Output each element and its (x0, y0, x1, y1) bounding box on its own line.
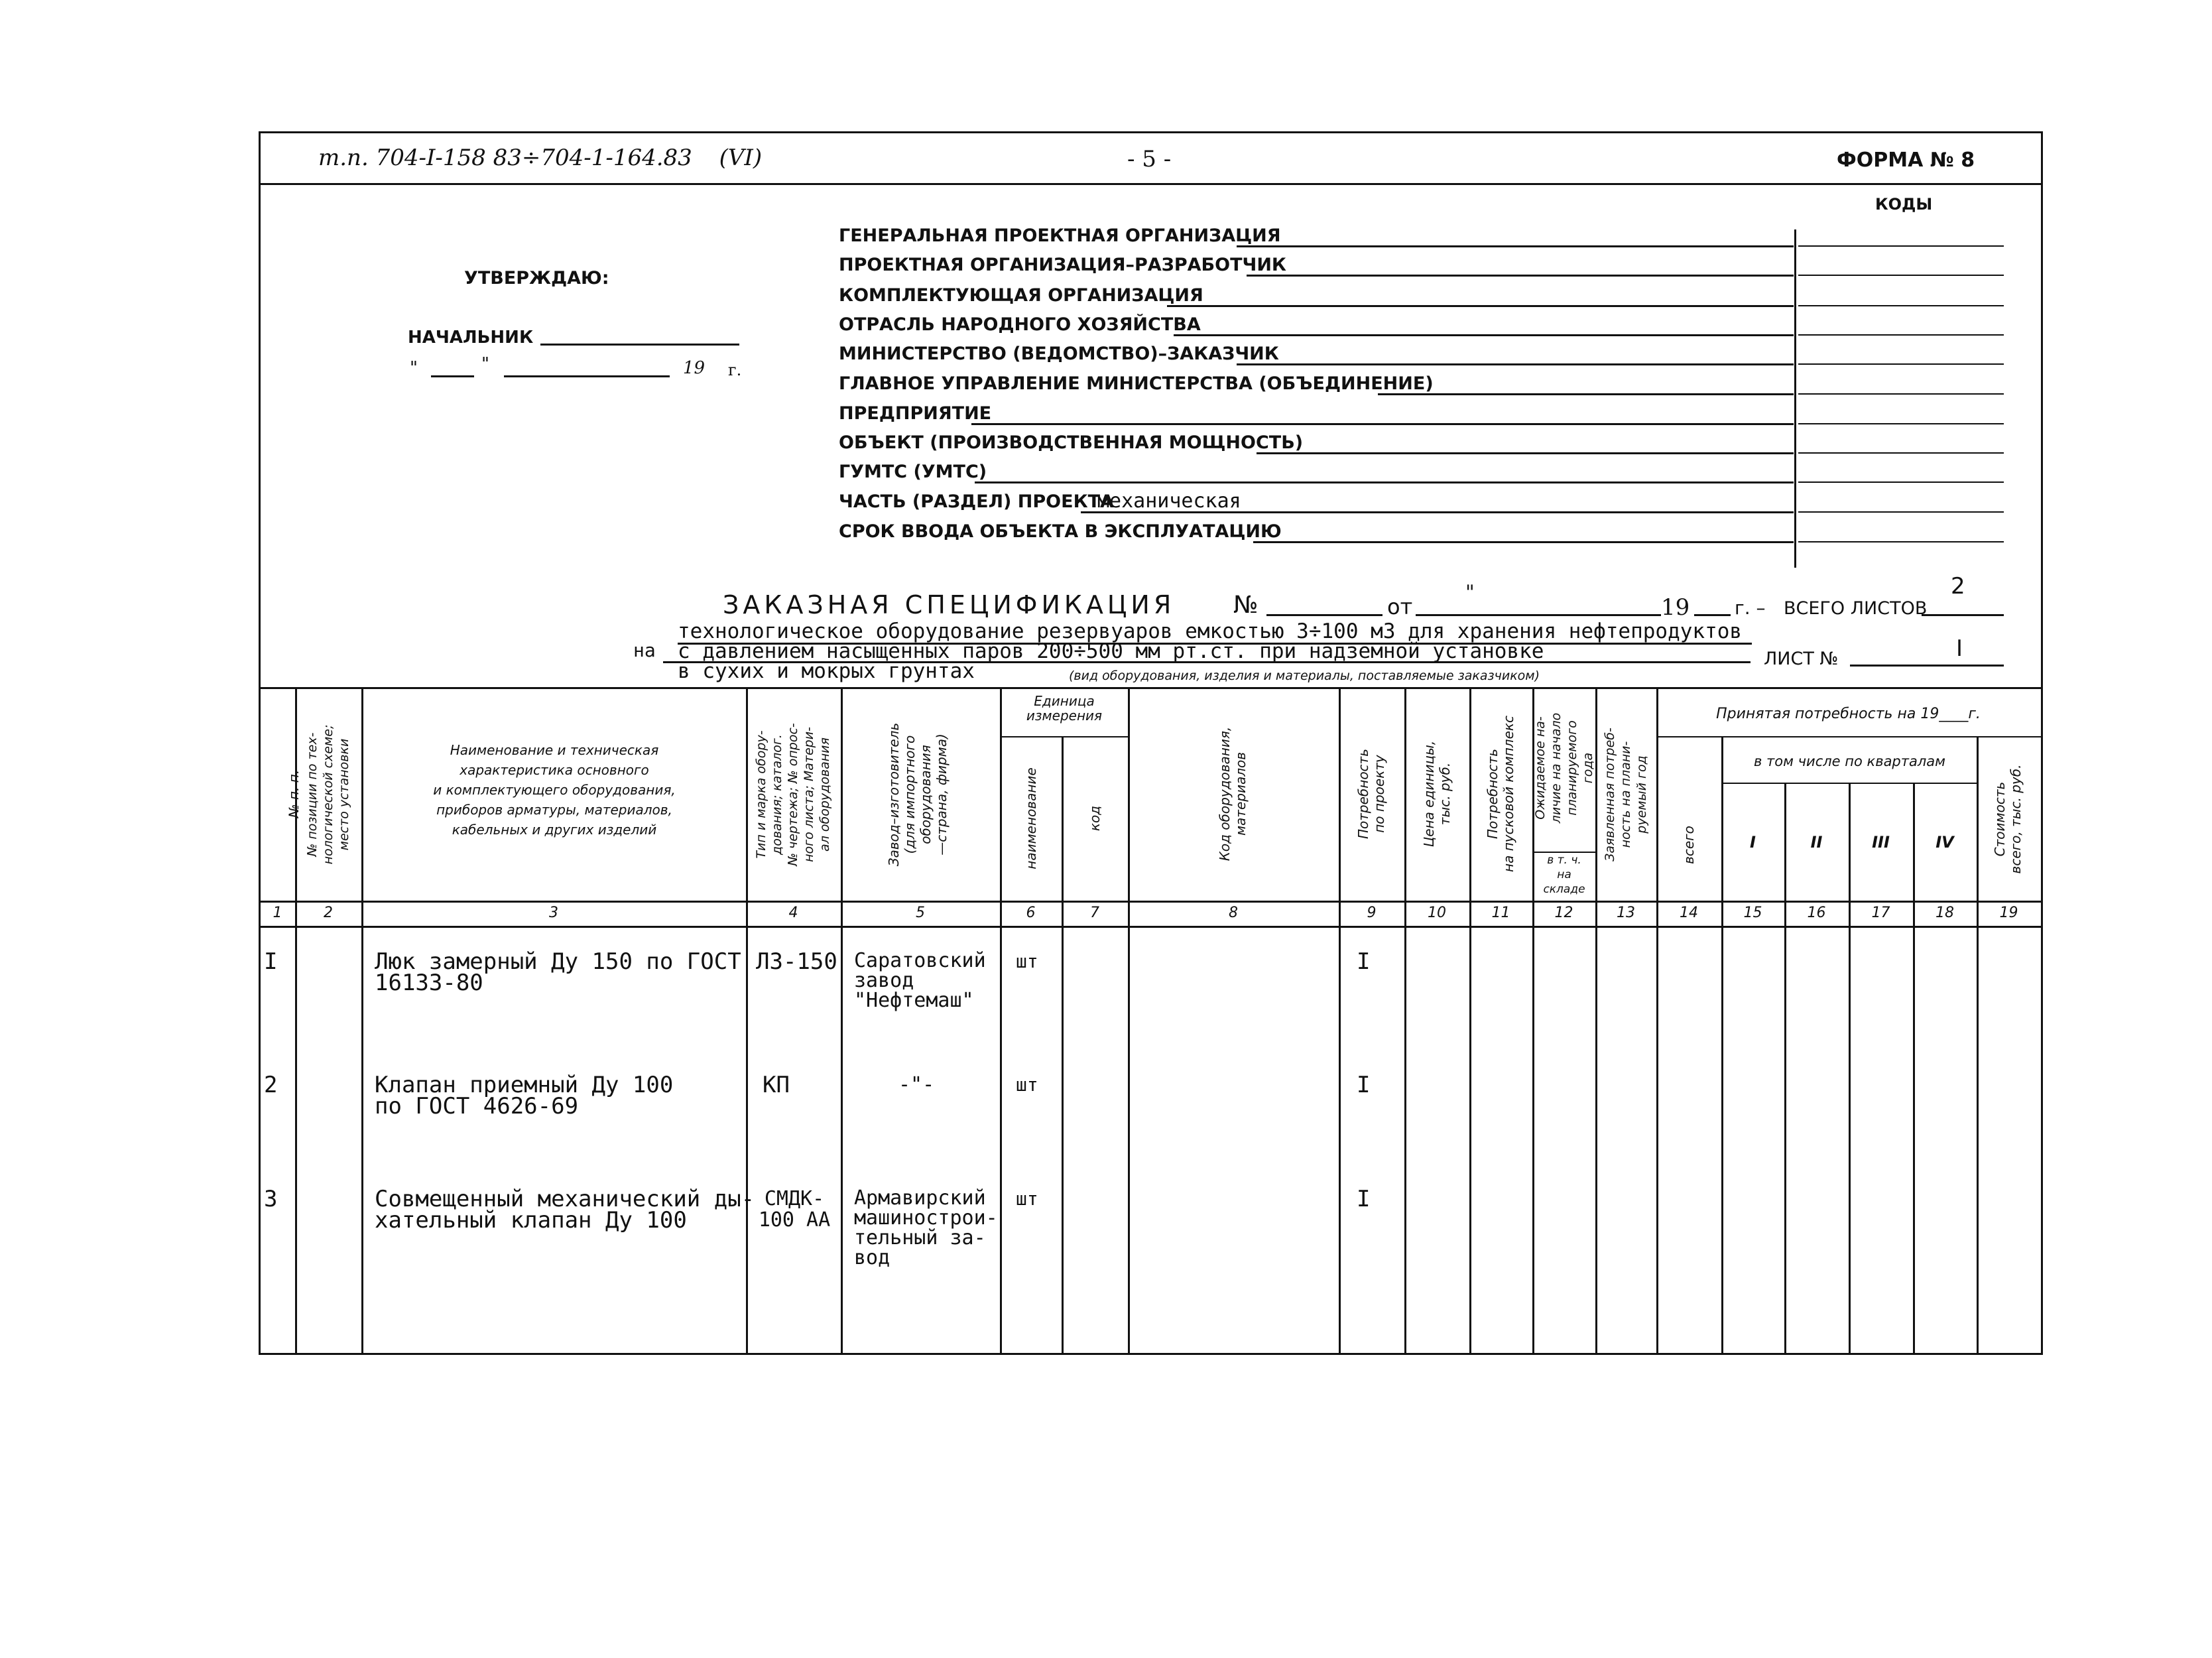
col-line-4 (841, 687, 843, 1353)
row3-qty: I (1357, 1186, 1371, 1212)
colnum-8: 8 (1229, 905, 1238, 921)
header-c2: № позиции по тех- нологической схеме; место установки (305, 724, 351, 865)
table-bottom-line (260, 1353, 2042, 1355)
col-line-16 (1849, 783, 1851, 1353)
org-field-directorate[interactable] (1378, 393, 1794, 395)
row2-unit: шт (1016, 1074, 1038, 1096)
org-field-enterprise[interactable] (971, 423, 1794, 425)
doc-ref-text: т.п. 704-I-158 83÷704-1-164.83 (318, 145, 692, 171)
spec-year-suffix: г. – (1735, 597, 1766, 619)
colnum-12: 12 (1554, 905, 1573, 921)
colnum-6: 6 (1026, 905, 1036, 921)
org-label-gumts: ГУМТС (УМТС) (839, 462, 987, 482)
row1-unit: шт (1016, 950, 1038, 972)
row3-name: Совмещенный механический ды- хательный клапан Ду 100 (375, 1186, 755, 1234)
col-line-8 (1339, 687, 1341, 1353)
codes-divider (1794, 229, 1796, 568)
org-code-supplier[interactable] (1798, 305, 2004, 306)
org-code-general[interactable] (1798, 245, 2004, 247)
org-field-ministry[interactable] (1237, 363, 1794, 365)
colnum-11: 11 (1491, 905, 1510, 921)
col-line-3 (746, 687, 748, 1353)
org-code-directorate[interactable] (1798, 393, 2004, 395)
spec-desc-note: (вид оборудования, изделия и материалы, поставляемые заказчиком) (1069, 669, 1540, 683)
header-c12b: в т. ч. на складе (1543, 854, 1585, 896)
header-c4: Тип и марка обору- дования; каталог. № чертежа; № опрос- ного листа; Матери- ал оборудования (754, 723, 832, 866)
spec-sheet-label: ЛИСТ № (1764, 649, 1839, 669)
org-code-gumts[interactable] (1798, 481, 2004, 483)
spec-desc-prefix: на (633, 639, 656, 661)
org-label-industry: ОТРАСЛЬ НАРОДНОГО ХОЗЯЙСТВА (839, 314, 1201, 335)
header-c8: Код оборудования, материалов (1217, 726, 1249, 861)
header-c6: наименование (1023, 767, 1039, 869)
header-c16: II (1810, 833, 1823, 852)
codes-label: КОДЫ (1875, 195, 1933, 214)
colnum-17: 17 (1871, 905, 1890, 921)
row1-qty: I (1357, 948, 1371, 975)
colnum-2: 2 (324, 905, 333, 921)
col-line-7 (1128, 687, 1130, 1353)
col-line-5 (1000, 687, 1002, 1353)
org-label-object: ОБЪЕКТ (ПРОИЗВОДСТВЕННАЯ МОЩНОСТЬ) (839, 432, 1304, 453)
frame-top-line (260, 131, 2042, 133)
col-line-2 (361, 687, 363, 1353)
frame-left-line (259, 131, 261, 1355)
org-code-section[interactable] (1798, 511, 2004, 513)
chief-label: НАЧАЛЬНИК (408, 328, 534, 348)
row2-maker: -"- (898, 1073, 935, 1096)
col-line-10 (1469, 687, 1471, 1353)
col-line-9 (1404, 687, 1406, 1353)
spec-total-sheets-label: ВСЕГО ЛИСТОВ (1784, 598, 1928, 619)
row1-num: I (264, 948, 278, 975)
date-quote-1: " (410, 358, 418, 378)
spec-no-field[interactable] (1266, 614, 1382, 616)
org-field-industry[interactable] (1174, 334, 1794, 336)
row1-type: ЛЗ-150 (756, 948, 837, 975)
date-quote-2: " (481, 354, 489, 374)
org-code-object[interactable] (1798, 452, 2004, 454)
header-c13: Заявленная потреб- ность на плани- руемый год (1603, 728, 1649, 861)
org-field-developer[interactable] (1247, 275, 1794, 277)
header-c15: I (1750, 833, 1756, 852)
colnum-3: 3 (549, 905, 558, 921)
org-label-general: ГЕНЕРАЛЬНАЯ ПРОЕКТНАЯ ОРГАНИЗАЦИЯ (839, 225, 1281, 246)
header-bottom-line (260, 183, 2042, 185)
org-label-section: ЧАСТЬ (РАЗДЕЛ) ПРОЕКТА (839, 491, 1114, 512)
row2-num: 2 (264, 1072, 278, 1098)
org-code-developer[interactable] (1798, 275, 2004, 276)
header-c5: Завод–изготовитель (для импортного оборудования —страна, фирма) (886, 722, 950, 867)
table-top-line (260, 687, 2042, 689)
colnum-19: 19 (1999, 905, 2018, 921)
header-c14: всего (1681, 826, 1697, 864)
row3-unit: шт (1016, 1188, 1038, 1210)
colnum-9: 9 (1367, 905, 1377, 921)
row1-name: Люк замерный Ду 150 по ГОСТ 16133-80 (375, 948, 741, 996)
org-label-directorate: ГЛАВНОЕ УПРАВЛЕНИЕ МИНИСТЕРСТВА (ОБЪЕДИНЕНИЕ) (839, 373, 1434, 394)
col-line-6 (1062, 736, 1064, 1353)
date-g: г. (728, 361, 742, 379)
spec-no-label: № (1233, 592, 1259, 619)
org-code-deadline[interactable] (1798, 541, 2004, 542)
col-line-13 (1656, 687, 1658, 1353)
row2-type: КП (763, 1072, 790, 1098)
org-field-gumts[interactable] (975, 481, 1794, 483)
chief-signature-line[interactable] (540, 344, 739, 346)
org-field-deadline[interactable] (1253, 541, 1794, 543)
colnum-15: 15 (1743, 905, 1762, 921)
col-line-14 (1721, 736, 1723, 1353)
form-label: ФОРМА № 8 (1837, 149, 1975, 172)
spec-total-sheets-value[interactable]: 2 (1951, 573, 1965, 600)
spec-desc-line1: технологическое оборудование резервуаров емкостью 3÷100 м3 для хранения нефтепродуктов (678, 619, 1743, 643)
header-c11: Потребность на пусковой комплекс (1485, 716, 1516, 872)
colnum-18: 18 (1936, 905, 1954, 921)
col-line-17 (1913, 783, 1915, 1353)
doc-reference (318, 145, 762, 171)
col-line-18 (1977, 736, 1979, 1353)
org-field-general[interactable] (1237, 245, 1794, 247)
org-code-industry[interactable] (1798, 334, 2004, 336)
row3-num: 3 (264, 1186, 278, 1212)
date-month-line[interactable] (504, 375, 670, 377)
header-c19: Стоимость всего, тыс. руб. (1992, 764, 2024, 874)
spec-sheet-value[interactable]: I (1956, 635, 1963, 662)
colnum-1: 1 (273, 905, 282, 921)
org-label-supplier: КОМПЛЕКТУЮЩАЯ ОРГАНИЗАЦИЯ (839, 285, 1203, 306)
colnum-10: 10 (1428, 905, 1446, 921)
accepted-group-line (1656, 736, 2041, 737)
spec-year-field[interactable] (1694, 614, 1731, 616)
header-quarters-group: в том числе по кварталам (1753, 753, 1946, 769)
colnum-5: 5 (916, 905, 925, 921)
header-accepted-group: Принятая потребность на 19____г. (1716, 706, 1981, 722)
table-colnum-bottom-line (260, 926, 2042, 928)
spec-sheet-field (1850, 665, 2004, 667)
spec-title: ЗАКАЗНАЯ СПЕЦИФИКАЦИЯ (723, 590, 1176, 619)
colnum-4: 4 (788, 905, 798, 921)
header-unit-group: Единица измерения (1026, 693, 1103, 724)
org-label-enterprise: ПРЕДПРИЯТИЕ (839, 403, 992, 424)
row1-maker: Саратовский завод "Нефтемаш" (854, 949, 986, 1012)
org-label-developer: ПРОЕКТНАЯ ОРГАНИЗАЦИЯ–РАЗРАБОТЧИК (839, 255, 1286, 275)
colnum-7: 7 (1090, 905, 1099, 921)
header-c7: код (1087, 805, 1103, 832)
spec-date-field[interactable] (1416, 614, 1661, 616)
org-field-supplier[interactable] (1167, 305, 1794, 307)
spec-year-prefix: 19 (1661, 594, 1690, 621)
row3-type: СМДК- 100 АА (758, 1187, 831, 1232)
approve-label: УТВЕРЖДАЮ: (464, 268, 609, 288)
frame-right-line (2041, 131, 2043, 1355)
org-field-object[interactable] (1257, 452, 1794, 454)
header-c10: Цена единицы, тыс. руб. (1421, 740, 1453, 848)
spec-desc-line3: в сухих и мокрых грунтах (678, 659, 975, 683)
table-header-bottom-line (260, 901, 2042, 903)
row3-maker: Армавирский машинострои- тельный за- вод (854, 1186, 998, 1269)
header-c1: № п. п. (286, 769, 302, 818)
header-c3: Наименование и техническая характеристика основного и комплектующего оборудования, приборов арматуры, материалов, кабельных и других изделий (433, 742, 676, 838)
spec-total-sheets-field (1922, 614, 2004, 616)
header-c12: Ожидаемое на- личие на начало планируемого года (1533, 712, 1595, 824)
colnum-14: 14 (1680, 905, 1698, 921)
doc-ref-suffix: (VI) (719, 145, 763, 171)
col-line-15 (1784, 783, 1786, 1353)
spec-quote: " (1465, 581, 1475, 604)
page-number: - 5 - (1127, 146, 1172, 172)
colnum-13: 13 (1617, 905, 1635, 921)
org-label-deadline: СРОК ВВОДА ОБЪЕКТА В ЭКСПЛУАТАЦИЮ (839, 521, 1282, 542)
header-c9: Потребность по проекту (1355, 749, 1387, 840)
org-field-section (1081, 511, 1794, 513)
colnum-16: 16 (1807, 905, 1826, 921)
org-code-enterprise[interactable] (1798, 423, 2004, 424)
org-label-ministry: МИНИСТЕРСТВО (ВЕДОМСТВО)–ЗАКАЗЧИК (839, 344, 1279, 364)
date-day-line[interactable] (431, 375, 474, 377)
spec-from-label: от (1387, 594, 1413, 619)
date-year: 19 (683, 358, 706, 378)
header-c18: IV (1936, 833, 1954, 852)
header-c17: III (1872, 833, 1890, 852)
row2-name: Клапан приемный Ду 100 по ГОСТ 4626-69 (375, 1072, 674, 1119)
org-code-ministry[interactable] (1798, 363, 2004, 365)
org-value-section[interactable]: механическая (1097, 489, 1241, 513)
unit-group-line (1000, 736, 1128, 737)
row2-qty: I (1357, 1072, 1371, 1098)
spec-desc-line2: с давлением насыщенных паров 200÷500 мм рт.ст. при надземной установке (678, 639, 1544, 663)
